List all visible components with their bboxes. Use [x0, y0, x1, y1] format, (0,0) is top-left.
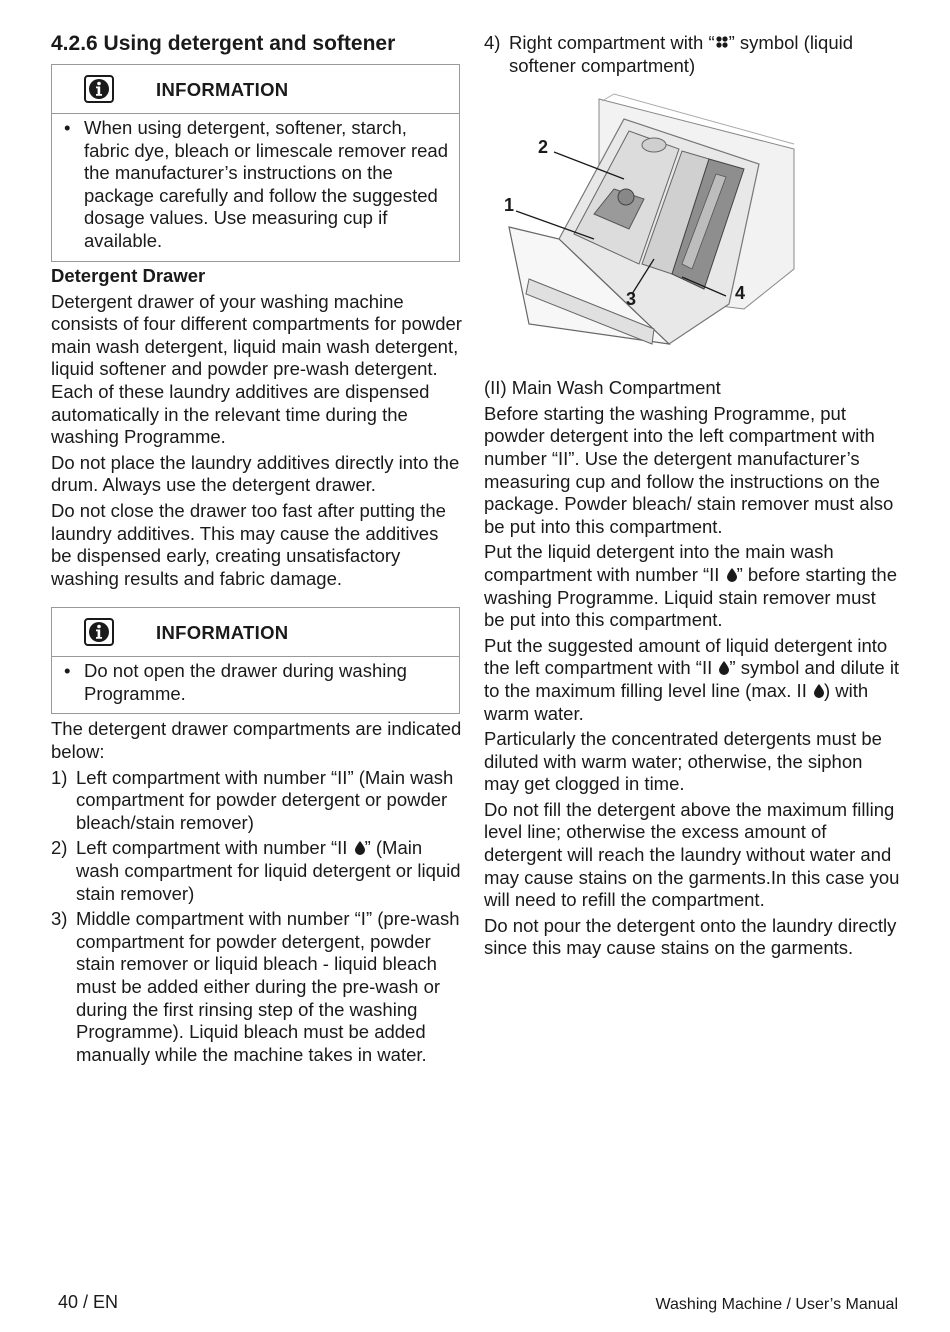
compartment-list: [51, 767, 463, 1067]
page-number: 40 / EN: [58, 1292, 119, 1312]
paragraph: Do not fill the detergent above the maximum filling level line; otherwise the excess amount of detergent will reach the laundry without water and may cause stains on the garments.In this case you will need to refill the compartment.: [484, 798, 900, 911]
information-header: [52, 65, 459, 114]
callout-label: 2: [538, 137, 549, 158]
information-text: When using detergent, softener, starch, fabric dye, bleach or limescale remover read the manufacturer’s instructions on the package carefully and follow the suggested dosage values. Use measuring cup if available.: [84, 117, 448, 251]
information-item: [64, 117, 455, 253]
drop-icon: [814, 684, 824, 698]
bullet: •: [64, 660, 71, 682]
info-icon: [84, 75, 114, 103]
flower-icon: [715, 35, 729, 49]
right-column: [484, 32, 900, 963]
drop-icon: [355, 841, 365, 855]
compartment-list-continued: [484, 32, 900, 77]
information-box: [51, 607, 460, 714]
paragraph: Put the liquid detergent into the main wash compartment with number “II ” before starting the washing Programme. Liquid stain remover must be put into this compartment.: [484, 541, 898, 631]
drop-icon: [727, 568, 737, 582]
section-title: 4.2.6 Using detergent and softener: [51, 32, 396, 55]
list-item: 4) Right compartment with “ ” symbol (liquid softener compartment): [484, 32, 854, 76]
paragraph: Put the suggested amount of liquid detergent into the left compartment with “II ” symbol and dilute it to the maximum filling level line (max. II ) with warm water.: [484, 634, 900, 724]
drawer-illustration: [504, 89, 804, 359]
paragraph: Do not pour the detergent onto the laundry directly since this may cause stains on the garments.: [484, 914, 897, 959]
drop-icon: [719, 661, 729, 675]
document-title: Washing Machine / User’s Manual: [655, 1296, 898, 1313]
detergent-drawer-figure: [504, 89, 804, 359]
paragraph: Particularly the concentrated detergents must be diluted with warm water; otherwise, the siphon may get clogged in time.: [484, 728, 882, 795]
information-item: [64, 660, 455, 705]
compartments-intro: The detergent drawer compartments are indicated below:: [51, 718, 462, 763]
callout-label: 4: [735, 283, 746, 304]
paragraph: Before starting the washing Programme, put powder detergent into the left compartment with number “II”. Use the detergent manufacturer’s measuring cup and follow the instructions on the package. Powder bleach/ stain remover must also be put into this compartment.: [484, 402, 894, 537]
list-item: 1) Left compartment with number “II” (Main wash compartment for powder detergent or powder bleach/stain remover): [51, 766, 454, 833]
information-box: [51, 64, 460, 262]
list-item: 2) Left compartment with number “II ” (Main wash compartment for liquid detergent or liquid stain remover): [51, 837, 461, 904]
information-body: [52, 114, 459, 261]
main-wash-heading: (II) Main Wash Compartment: [484, 377, 721, 399]
information-title: INFORMATION: [156, 622, 289, 644]
information-title: INFORMATION: [156, 79, 289, 100]
paragraph: Do not close the drawer too fast after putting the laundry additives. This may cause the additives be dispensed early, creating unsatisfactory washing results and fabric damage.: [51, 499, 446, 589]
info-icon: [84, 618, 114, 646]
list-item: 3) Middle compartment with number “I” (pre-wash compartment for powder detergent, powder stain remover or liquid bleach - liquid bleach must be added either during the pre-wash or during the first rinsing step of the washing Programme). Liquid bleach must be added manually while the machine takes in water.: [51, 908, 460, 1065]
information-body: [52, 657, 459, 713]
bullet: •: [64, 117, 71, 138]
paragraph: Detergent drawer of your washing machine consists of four different compartments for powder main wash detergent, liquid main wash detergent, liquid softener and powder pre-wash detergent. Each of these laundry additives are dispensed automatically in the relevant time during the washing Programme.: [51, 290, 462, 448]
detergent-drawer-heading: Detergent Drawer: [51, 264, 206, 286]
information-header: [52, 608, 459, 657]
left-column: [51, 32, 463, 1069]
paragraph: Do not place the laundry additives directly into the drum. Always use the detergent drawer.: [51, 451, 460, 496]
callout-label: 1: [504, 195, 515, 216]
callout-label: 3: [626, 289, 637, 310]
information-text: Do not open the drawer during washing Programme.: [84, 660, 407, 704]
